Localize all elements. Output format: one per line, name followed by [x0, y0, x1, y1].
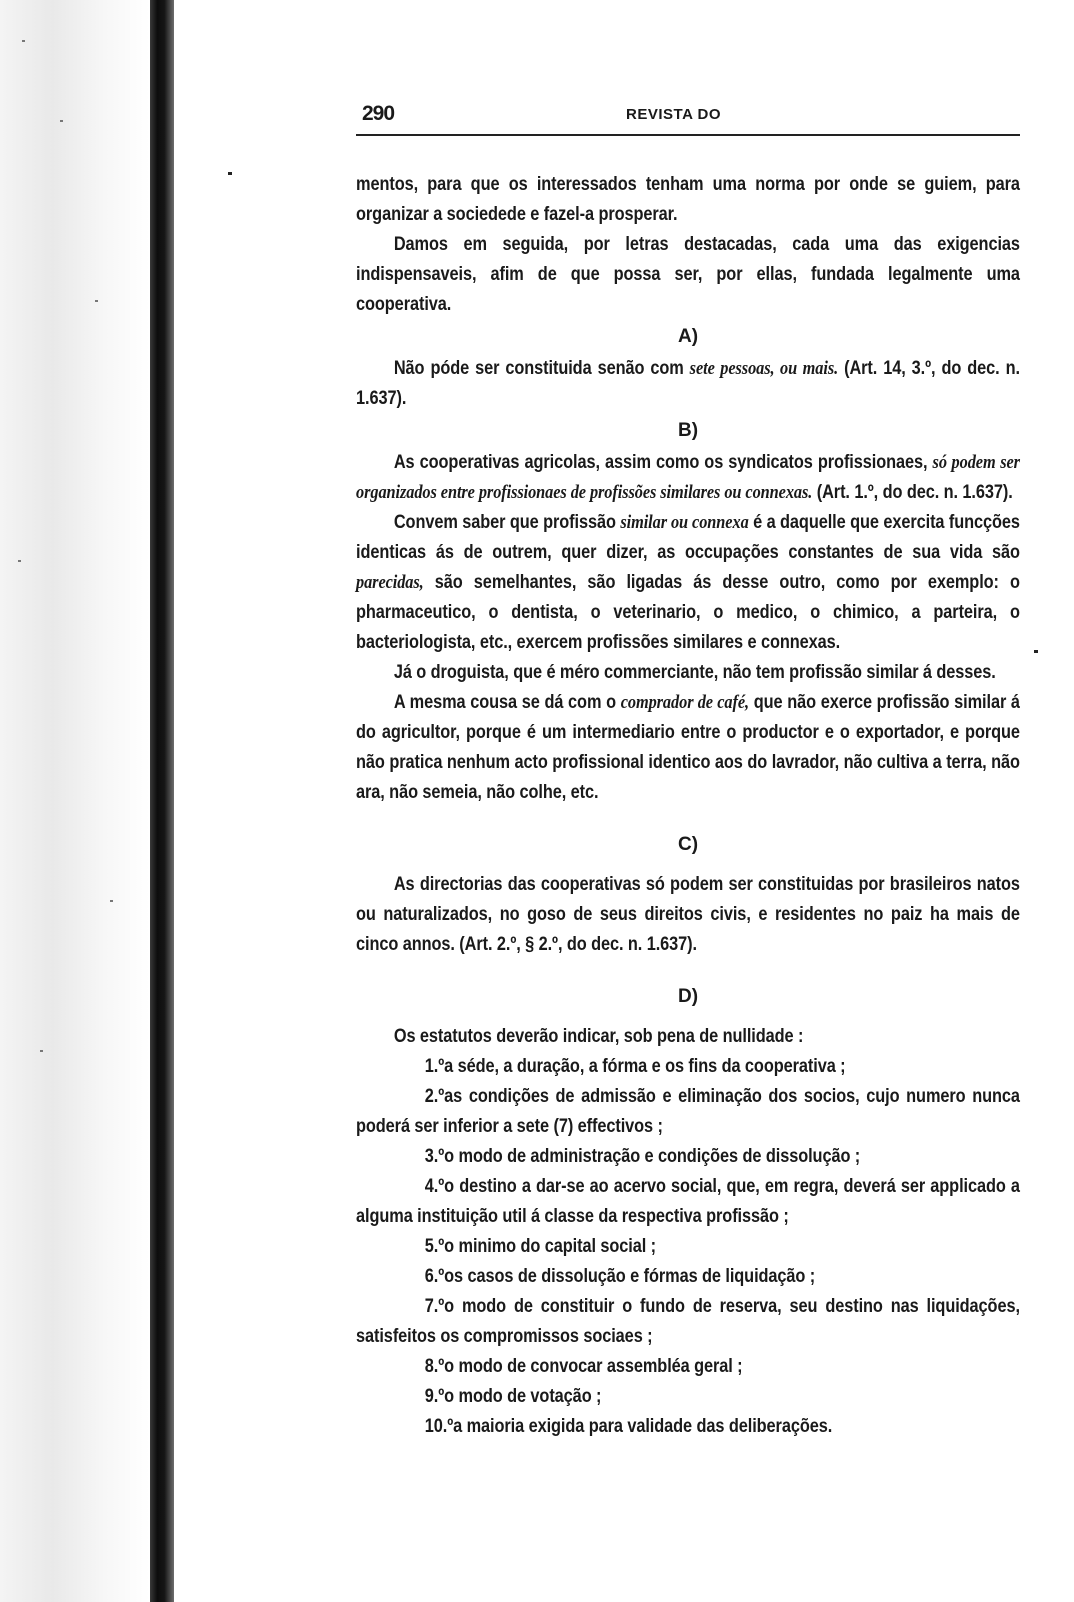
book-page — [356, 96, 1024, 1437]
paragraph: As cooperativas agricolas, assim como os syndicatos profissionaes, só podem ser organizados entre profissionaes de profissões similares ou connexas. (Art. 1.º, do dec. n. 1.637). — [356, 452, 1020, 503]
book-spine-shadow — [150, 0, 174, 1602]
body-text — [356, 170, 1020, 1442]
paragraph: As directorias das cooperativas só podem ser constituidas por brasileiros natos ou naturalizados, no goso de seus direitos civis, e residentes no paiz ha mais de cinco annos. (Art. 2.º, § 2.º, do dec. n. 1.637). — [356, 874, 1020, 955]
section-heading-a: A) — [677, 326, 699, 347]
ink-speck — [1034, 650, 1038, 653]
list-item: 1.ºa séde, a duração, a fórma e os fins da cooperativa ; — [424, 1056, 846, 1077]
list-item: 7.ºo modo de constituir o fundo de reserva, seu destino nas liquidações, satisfeitos os compromissos sociaes ; — [356, 1296, 1020, 1347]
paragraph: Convem saber que profissão similar ou connexa é a daquelle que exercita funcções identicas ás de outrem, quer dizer, as occupações constantes de sua vida são parecidas, são semelhantes, são ligadas ás desse outro, como por exemplo: o pharmaceutico, o dentista, o veterinario, o medico, o chimico, a parteira, o bacteriologista, etc., exercem profissões similares e connexas. — [356, 512, 1020, 653]
list-item: 10.ºa maioria exigida para validade das deliberações. — [424, 1416, 833, 1437]
list-item: 8.ºo modo de convocar assembléa geral ; — [424, 1356, 743, 1377]
ink-speck — [228, 172, 232, 175]
list-item: 9.ºo modo de votação ; — [424, 1386, 602, 1407]
list-item: 6.ºos casos de dissolução e fórmas de liquidação ; — [424, 1266, 816, 1287]
page-number: 290 — [362, 102, 395, 125]
running-title: REVISTA DO — [626, 106, 722, 123]
paragraph: mentos, para que os interessados tenham uma norma por onde se guiem, para organizar a sociedede e fazel-a prosperar. — [356, 174, 1020, 225]
section-heading-b: B) — [677, 420, 699, 441]
page-edge-scan-margin — [0, 0, 150, 1602]
paragraph: Damos em seguida, por letras destacadas, cada uma das exigencias indispensaveis, afim de que possa ser, por ellas, fundada legalmente uma cooperativa. — [356, 234, 1020, 315]
list-item: 5.ºo minimo do capital social ; — [424, 1236, 657, 1257]
paragraph: Os estatutos deverão indicar, sob pena de nullidade : — [393, 1026, 804, 1047]
paragraph: A mesma cousa se dá com o comprador de café, que não exerce profissão similar á do agricultor, porque é um intermediario entre o productor e o exportador, e porque não pratica nenhum acto profissional identico aos do lavrador, não cultiva a terra, não ara, não semeia, não colhe, etc. — [356, 692, 1020, 803]
list-item: 2.ºas condições de admissão e eliminação dos socios, cujo numero nunca poderá ser inferior a sete (7) effectivos ; — [356, 1086, 1020, 1137]
list-item: 4.ºo destino a dar-se ao acervo social, que, em regra, deverá ser applicado a alguma instituição util á classe da respectiva profissão ; — [356, 1176, 1020, 1227]
list-item: 3.ºo modo de administração e condições de dissolução ; — [424, 1146, 861, 1167]
header-rule — [356, 134, 1020, 136]
section-heading-c: C) — [677, 834, 699, 855]
section-heading-d: D) — [677, 986, 699, 1007]
running-head — [356, 96, 1024, 126]
paragraph: Não póde ser constituida senão com sete pessoas, ou mais. (Art. 14, 3.º, do dec. n. 1.637). — [356, 358, 1020, 409]
statute-requirements-list — [356, 1052, 1020, 1442]
paragraph: Já o droguista, que é méro commerciante, não tem profissão similar á desses. — [393, 662, 996, 683]
